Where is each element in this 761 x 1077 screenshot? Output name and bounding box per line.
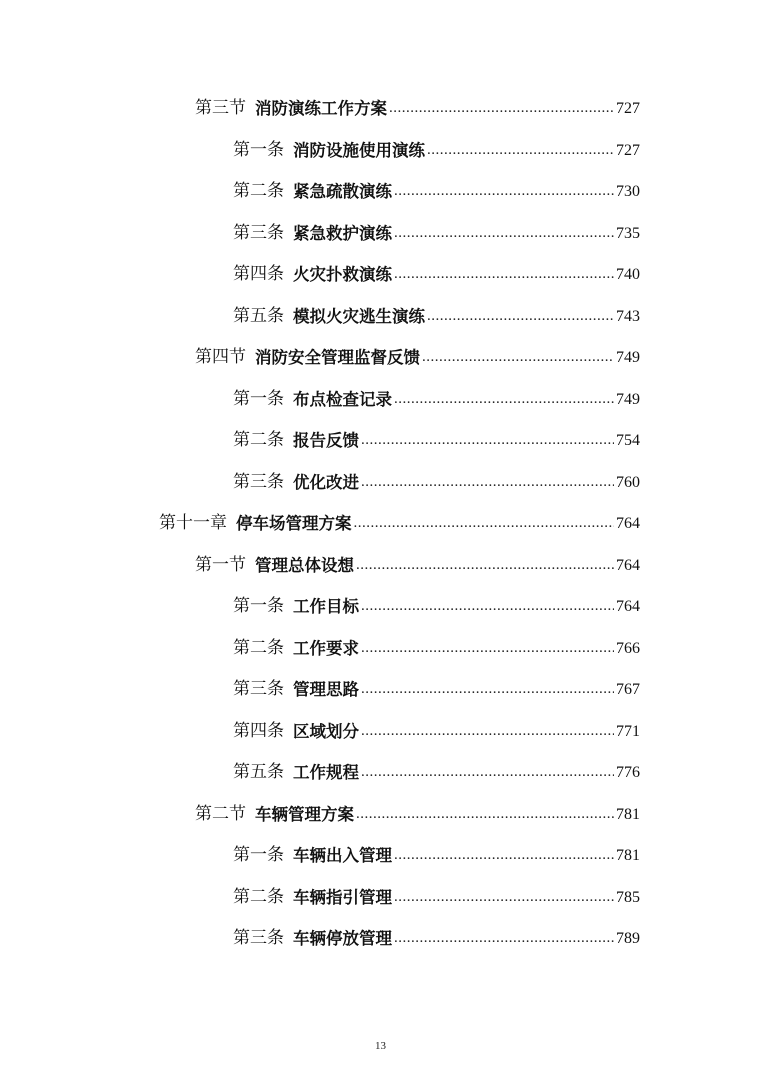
toc-entry-page: 727: [616, 100, 640, 117]
toc-entry-page: 735: [616, 224, 640, 242]
toc-entry-label: 第一节: [195, 554, 246, 575]
toc-entry-page: 727: [616, 141, 640, 159]
dot-leader: [361, 669, 614, 711]
toc-entry-label: 第三条: [233, 471, 284, 492]
toc-entry[interactable]: [0, 794, 761, 836]
toc-entry[interactable]: [0, 171, 761, 213]
dot-leader: [361, 711, 614, 753]
toc-entry-title: 工作目标: [293, 597, 359, 616]
toc-entry-page: 767: [616, 681, 640, 698]
dot-leader: [361, 462, 614, 504]
toc-entry[interactable]: [0, 379, 761, 421]
toc-entry-title: 停车场管理方案: [236, 514, 352, 533]
toc-entry-title: 消防设施使用演练: [293, 140, 425, 160]
toc-entry-label: 第五条: [233, 762, 284, 782]
toc-entry-title: 区域划分: [293, 721, 359, 741]
toc-entry-title: 车辆指引管理: [293, 887, 392, 907]
toc-entry[interactable]: [0, 130, 761, 172]
toc-entry-page: 764: [616, 598, 640, 615]
toc-entry-label: 第一条: [233, 139, 284, 160]
toc-entry-page: 766: [616, 639, 640, 657]
toc-entry[interactable]: [0, 296, 761, 338]
dot-leader: [361, 586, 614, 628]
toc-entry-label: 第三节: [195, 98, 246, 118]
dot-leader: [427, 296, 614, 338]
toc-entry[interactable]: [0, 752, 761, 794]
dot-leader: [427, 130, 614, 172]
toc-entry-label: 第二条: [233, 637, 284, 658]
toc-entry[interactable]: [0, 711, 761, 753]
toc-entry-label: 第二节: [195, 803, 246, 824]
dot-leader: [389, 88, 614, 130]
dot-leader: [354, 503, 615, 545]
toc-entry-title: 管理总体设想: [255, 555, 354, 575]
dot-leader: [394, 171, 614, 213]
toc-entry[interactable]: [0, 628, 761, 670]
dot-leader: [394, 877, 614, 919]
toc-entry[interactable]: [0, 835, 761, 877]
toc-entry-title: 消防安全管理监督反馈: [255, 348, 420, 367]
dot-leader: [394, 918, 614, 960]
toc-entry-label: 第二条: [233, 181, 284, 201]
toc-entry-title: 紧急救护演练: [293, 223, 392, 243]
dot-leader: [422, 337, 614, 379]
toc-entry-page: 749: [616, 349, 640, 366]
toc-entry-label: 第四条: [233, 264, 284, 284]
toc-entry[interactable]: [0, 877, 761, 919]
dot-leader: [356, 794, 614, 836]
table-of-contents: [0, 88, 761, 960]
toc-entry[interactable]: [0, 420, 761, 462]
toc-entry-label: 第二条: [233, 430, 284, 450]
toc-entry-label: 第四条: [233, 720, 284, 741]
toc-entry-title: 工作要求: [293, 638, 359, 658]
toc-entry-page: 789: [616, 930, 640, 947]
toc-entry-page: 749: [616, 390, 640, 408]
toc-entry-label: 第一条: [233, 388, 284, 409]
toc-entry-label: 第二条: [233, 886, 284, 907]
toc-entry[interactable]: [0, 88, 761, 130]
toc-entry-label: 第十一章: [159, 513, 227, 533]
toc-entry-title: 工作规程: [293, 763, 359, 782]
toc-entry-title: 模拟火灾逃生演练: [293, 306, 425, 326]
toc-entry-page: 743: [616, 307, 640, 325]
toc-entry-title: 车辆出入管理: [293, 846, 392, 865]
toc-entry-title: 消防演练工作方案: [255, 99, 387, 118]
toc-entry[interactable]: [0, 213, 761, 255]
toc-entry[interactable]: [0, 254, 761, 296]
toc-entry-label: 第三条: [233, 222, 284, 243]
toc-entry[interactable]: [0, 669, 761, 711]
toc-entry-page: 730: [616, 183, 640, 200]
toc-entry-title: 报告反馈: [293, 431, 359, 450]
toc-entry-label: 第五条: [233, 305, 284, 326]
dot-leader: [394, 213, 614, 255]
toc-entry-label: 第一条: [233, 596, 284, 616]
dot-leader: [394, 835, 614, 877]
toc-entry[interactable]: [0, 545, 761, 587]
toc-entry-label: 第四节: [195, 347, 246, 367]
toc-entry[interactable]: [0, 462, 761, 504]
page-number: 13: [375, 1040, 386, 1052]
toc-entry-label: 第一条: [233, 845, 284, 865]
toc-entry-page: 781: [616, 847, 640, 864]
toc-entry-page: 764: [616, 515, 640, 532]
toc-entry-title: 紧急疏散演练: [293, 182, 392, 201]
toc-entry-page: 776: [616, 764, 640, 781]
toc-entry-title: 火灾扑救演练: [293, 265, 392, 284]
toc-entry[interactable]: [0, 918, 761, 960]
dot-leader: [394, 379, 614, 421]
toc-entry[interactable]: [0, 337, 761, 379]
toc-entry-title: 管理思路: [293, 680, 359, 699]
toc-entry-label: 第三条: [233, 679, 284, 699]
toc-entry[interactable]: [0, 503, 761, 545]
toc-entry-page: 771: [616, 722, 640, 740]
toc-entry-title: 布点检查记录: [293, 389, 392, 409]
toc-entry-title: 车辆停放管理: [293, 929, 392, 948]
toc-entry-page: 760: [616, 473, 640, 491]
dot-leader: [361, 420, 614, 462]
toc-entry[interactable]: [0, 586, 761, 628]
dot-leader: [356, 545, 614, 587]
toc-entry-label: 第三条: [233, 928, 284, 948]
toc-entry-page: 781: [616, 805, 640, 823]
toc-entry-title: 车辆管理方案: [255, 804, 354, 824]
dot-leader: [361, 628, 614, 670]
toc-entry-page: 740: [616, 266, 640, 283]
toc-entry-title: 优化改进: [293, 472, 359, 492]
toc-entry-page: 754: [616, 432, 640, 449]
dot-leader: [394, 254, 614, 296]
toc-entry-page: 764: [616, 556, 640, 574]
dot-leader: [361, 752, 614, 794]
toc-entry-page: 785: [616, 888, 640, 906]
